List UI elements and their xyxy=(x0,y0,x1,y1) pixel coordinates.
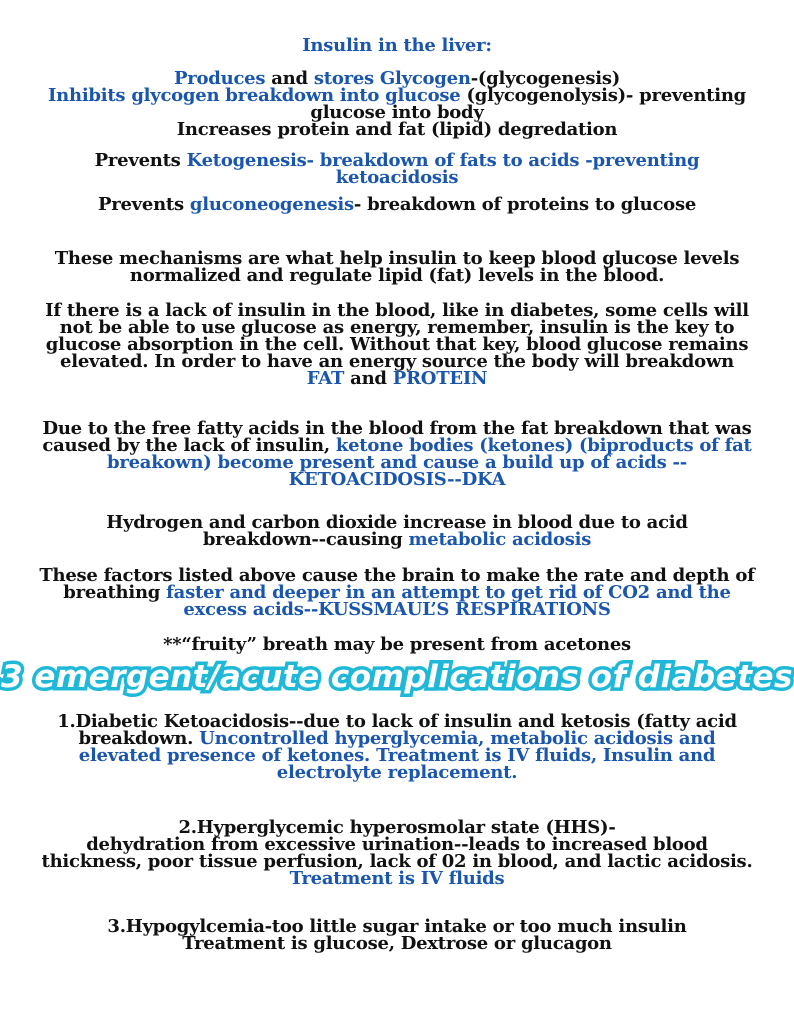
dka-item xyxy=(0,713,794,781)
highlight-text: Treatment is IV fluids xyxy=(289,868,505,889)
hhs-item xyxy=(0,819,794,887)
body-text: Increases protein and fat (lipid) degredation xyxy=(176,119,618,140)
highlight-text: Produces xyxy=(174,68,266,89)
body-text: normalized and regulate lipid (fat) levels in the blood. xyxy=(129,265,665,286)
body-text: These factors listed above cause the brain to make the rate and depth of xyxy=(39,565,755,586)
text-line xyxy=(0,531,794,548)
text-line xyxy=(0,370,794,387)
body-text: (glycogenolysis)- preventing xyxy=(460,85,746,106)
highlight-text: excess acids--KUSSMAUL’S RESPIRATIONS xyxy=(183,599,611,620)
body-text: 1.Diabetic Ketoacidosis--due to lack of insulin and ketosis (fatty acid xyxy=(57,711,737,732)
highlight-text: ketoacidosis xyxy=(335,167,459,188)
highlight-text: faster and deeper in an attempt to get rid of CO2 and the xyxy=(166,582,731,603)
body-text: glucose absorption in the cell. Without that key, blood glucose remains xyxy=(45,334,749,355)
highlight-text: electrolyte replacement. xyxy=(276,762,518,783)
body-text: **“fruity” breath may be present from acetones xyxy=(163,634,631,655)
highlight-text: Inhibits glycogen breakdown into glucose xyxy=(48,85,461,106)
text-line xyxy=(0,121,794,138)
complications-heading: 3 emergent/acute complications of diabetes xyxy=(0,659,794,695)
highlight-text: ketone bodies (ketones) (biproducts of fat xyxy=(335,435,752,456)
hypoglycemia-item xyxy=(0,918,794,952)
body-text: Due to the free fatty acids in the blood from the fat breakdown that was xyxy=(42,418,752,439)
body-text: Hydrogen and carbon dioxide increase in blood due to acid xyxy=(106,512,688,533)
body-text: These mechanisms are what help insulin to keep blood glucose levels xyxy=(54,248,740,269)
body-text: - breakdown of proteins to glucose xyxy=(353,194,697,215)
body-text: thickness, poor tissue perfusion, lack of 02 in blood, and lactic acidosis. xyxy=(41,851,753,872)
body-text: not be able to use glucose as energy, remember, insulin is the key to xyxy=(59,317,735,338)
fatty-acids-paragraph xyxy=(0,420,794,488)
body-text: caused by the lack of insulin, xyxy=(42,435,336,456)
text-line xyxy=(0,764,794,781)
highlight-text: elevated presence of ketones. Treatment is IV fluids, Insulin and xyxy=(78,745,716,766)
highlight-text: stores Glycogen xyxy=(313,68,471,89)
text-line xyxy=(0,196,794,213)
body-text: elevated. In order to have an energy source the body will breakdown xyxy=(60,351,734,372)
highlight-text: FAT xyxy=(306,368,345,389)
text-line xyxy=(0,471,794,488)
body-text: breakdown--causing xyxy=(202,529,409,550)
highlight-text: Uncontrolled hyperglycemia, metabolic acidosis and xyxy=(199,728,716,749)
body-text: and xyxy=(265,68,314,89)
page-title: Insulin in the liver: xyxy=(302,35,492,56)
body-text: -(glycogenesis) xyxy=(470,68,620,89)
text-line xyxy=(0,636,794,653)
highlight-text: breakown) become present and cause a build up of acids -- xyxy=(107,452,687,473)
highlight-text: KETOACIDOSIS--DKA xyxy=(288,469,506,490)
body-text: Treatment is glucose, Dextrose or glucagon xyxy=(182,933,612,954)
highlight-text: gluconeogenesis xyxy=(189,194,354,215)
body-text: breathing xyxy=(63,582,167,603)
hydrogen-paragraph xyxy=(0,514,794,548)
highlight-text: Ketogenesis- breakdown of fats to acids -preventing xyxy=(186,150,700,171)
text-line xyxy=(0,935,794,952)
text-line xyxy=(0,267,794,284)
body-text: 3.Hypogylcemia-too little sugar intake or too much insulin xyxy=(107,916,687,937)
kussmaul-paragraph xyxy=(0,567,794,618)
fruity-breath-note xyxy=(0,636,794,653)
text-line xyxy=(0,601,794,618)
body-text: dehydration from excessive urination--leads to increased blood xyxy=(86,834,708,855)
liver-effects-paragraph xyxy=(0,70,794,213)
lack-of-insulin-paragraph xyxy=(0,302,794,387)
mechanisms-paragraph xyxy=(0,250,794,284)
body-text: 2.Hyperglycemic hyperosmolar state (HHS)- xyxy=(178,817,616,838)
body-text: Prevents xyxy=(94,150,187,171)
body-text: and xyxy=(344,368,393,389)
text-line xyxy=(0,870,794,887)
body-text: breakdown. xyxy=(78,728,200,749)
body-text: If there is a lack of insulin in the blood, like in diabetes, some cells will xyxy=(45,300,749,321)
highlight-text: metabolic acidosis xyxy=(408,529,592,550)
highlight-text: PROTEIN xyxy=(392,368,488,389)
text-line xyxy=(0,169,794,186)
body-text: Prevents xyxy=(97,194,190,215)
body-text: glucose into body xyxy=(310,102,484,123)
